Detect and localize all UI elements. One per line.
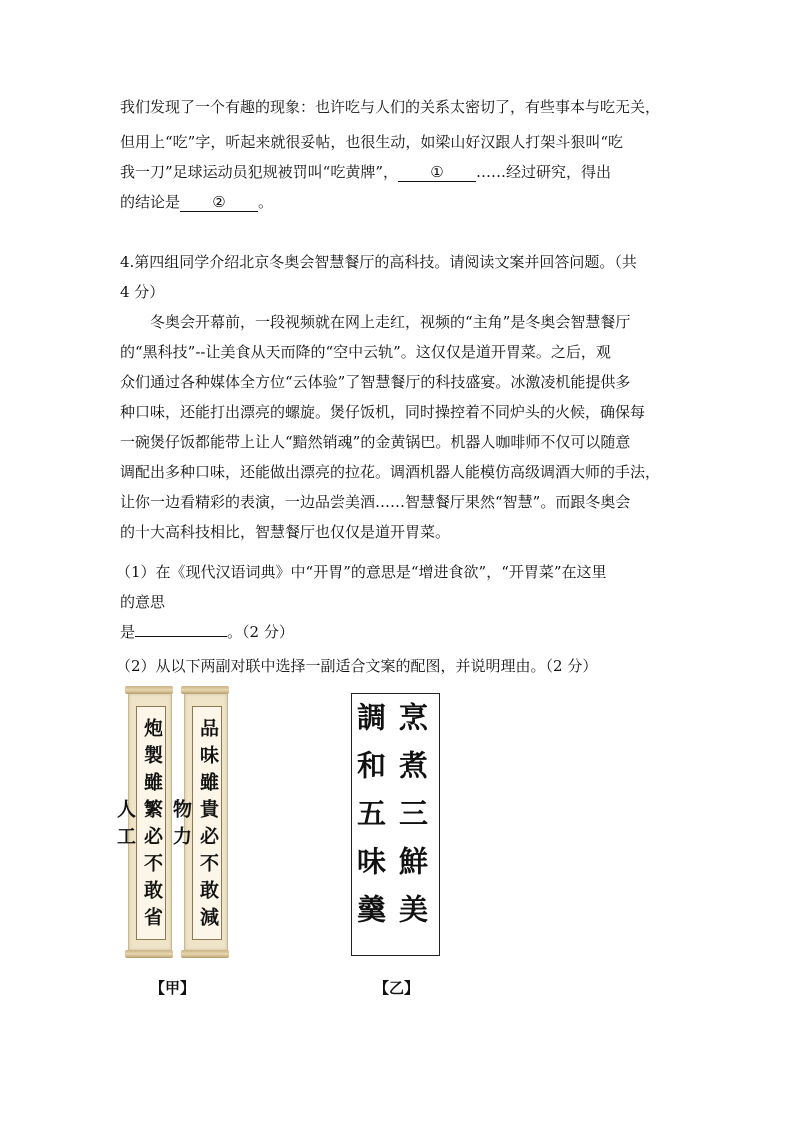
couplet-jia-left-scroll bbox=[114, 686, 173, 958]
q4-title-line1: 4.第四组同学介绍北京冬奥会智慧餐厅的高科技。请阅读文案并回答问题。（共 bbox=[120, 253, 637, 271]
scroll-inner-frame bbox=[114, 706, 166, 940]
scroll-rod-bottom bbox=[125, 950, 173, 958]
passage-line-5: 一碗煲仔饭都能带上让人“黯然销魂”的金黄锅巴。机器人咖啡师不仅可以随意 bbox=[120, 433, 631, 451]
scroll-rod-top bbox=[125, 686, 173, 694]
passage-line-7: 让你一边看精彩的表演，一边品尝美酒……智慧餐厅果然“智慧”。而跟冬奥会 bbox=[120, 493, 631, 511]
scroll-paper bbox=[170, 694, 228, 950]
sub2-line: （2）从以下两副对联中选择一副适合文案的配图，并说明理由。（2 分） bbox=[116, 657, 598, 675]
scroll-paper bbox=[114, 694, 172, 950]
sub1-line3-b: 。（2 分） bbox=[227, 623, 294, 641]
passage-line-2: 的“黑科技”--让美食从天而降的“空中云轨”。这仅仅是道开胃菜。之后，观 bbox=[120, 343, 611, 361]
passage-line-1: 冬奥会开幕前，一段视频就在网上走红，视频的“主角”是冬奥会智慧餐厅 bbox=[150, 313, 631, 331]
sub1-line3 bbox=[120, 622, 676, 642]
sub1-line2: 的意思 bbox=[120, 593, 166, 611]
q4-title-line2: 4 分） bbox=[120, 283, 165, 301]
para1-line4 bbox=[120, 192, 676, 212]
para1-line4-a: 的结论是 bbox=[120, 193, 181, 211]
para1-line4-b: 。 bbox=[258, 193, 274, 211]
para1-line3-a: 我一刀”足球运动员犯规被罚叫“吃黄牌”， bbox=[120, 163, 399, 181]
caption-yi: 【乙】 bbox=[374, 979, 420, 997]
passage-line-6: 调配出多种口味，还能做出漂亮的拉花。调酒机器人能模仿高级调酒大师的手法， bbox=[120, 463, 661, 481]
couplet-yi-left-text: 調和五味羹 bbox=[353, 702, 387, 942]
couplet-yi-frame bbox=[351, 693, 440, 956]
para1-line3 bbox=[120, 162, 676, 182]
passage-line-3: 众们通过各种媒体全方位“云体验”了智慧餐厅的科技盛宴。冰激凌机能提供多 bbox=[120, 373, 631, 391]
scroll-inner-frame bbox=[170, 706, 222, 940]
sub1-line3-a: 是 bbox=[120, 623, 136, 641]
scroll-rod-top bbox=[181, 686, 229, 694]
blank-3[interactable] bbox=[135, 636, 227, 637]
para1-line1: 我们发现了一个有趣的现象：也许吃与人们的关系太密切了，有些事本与吃无关， bbox=[120, 98, 661, 116]
blank-2[interactable]: ② bbox=[180, 193, 258, 212]
caption-jia: 【甲】 bbox=[150, 979, 196, 997]
couplet-jia-right-scroll bbox=[170, 686, 229, 958]
para1-line2: 但用上“吃”字，听起来就很妥帖，也很生动，如梁山好汉跟人打架斗狠叫“吃 bbox=[120, 133, 624, 151]
couplet-jia-right-text: 品味雖貴必不敢減物力 bbox=[170, 718, 219, 934]
para1-line3-b: ……经过研究，得出 bbox=[476, 163, 612, 181]
sub1-line1: （1）在《现代汉语词典》中“开胃”的意思是“增进食欲”，“开胃菜”在这里 bbox=[116, 563, 607, 581]
passage-line-8: 的十大高科技相比，智慧餐厅也仅仅是道开胃菜。 bbox=[120, 523, 451, 541]
couplet-jia-left-text: 炮製雖繁必不敢省人工 bbox=[114, 718, 163, 934]
passage-line-4: 种口味，还能打出漂亮的螺旋。煲仔饭机，同时操控着不同炉头的火候，确保每 bbox=[120, 403, 646, 421]
scroll-rod-bottom bbox=[181, 950, 229, 958]
couplet-yi-right-text: 烹煮三鮮美 bbox=[395, 702, 429, 942]
blank-1[interactable]: ① bbox=[398, 163, 476, 182]
